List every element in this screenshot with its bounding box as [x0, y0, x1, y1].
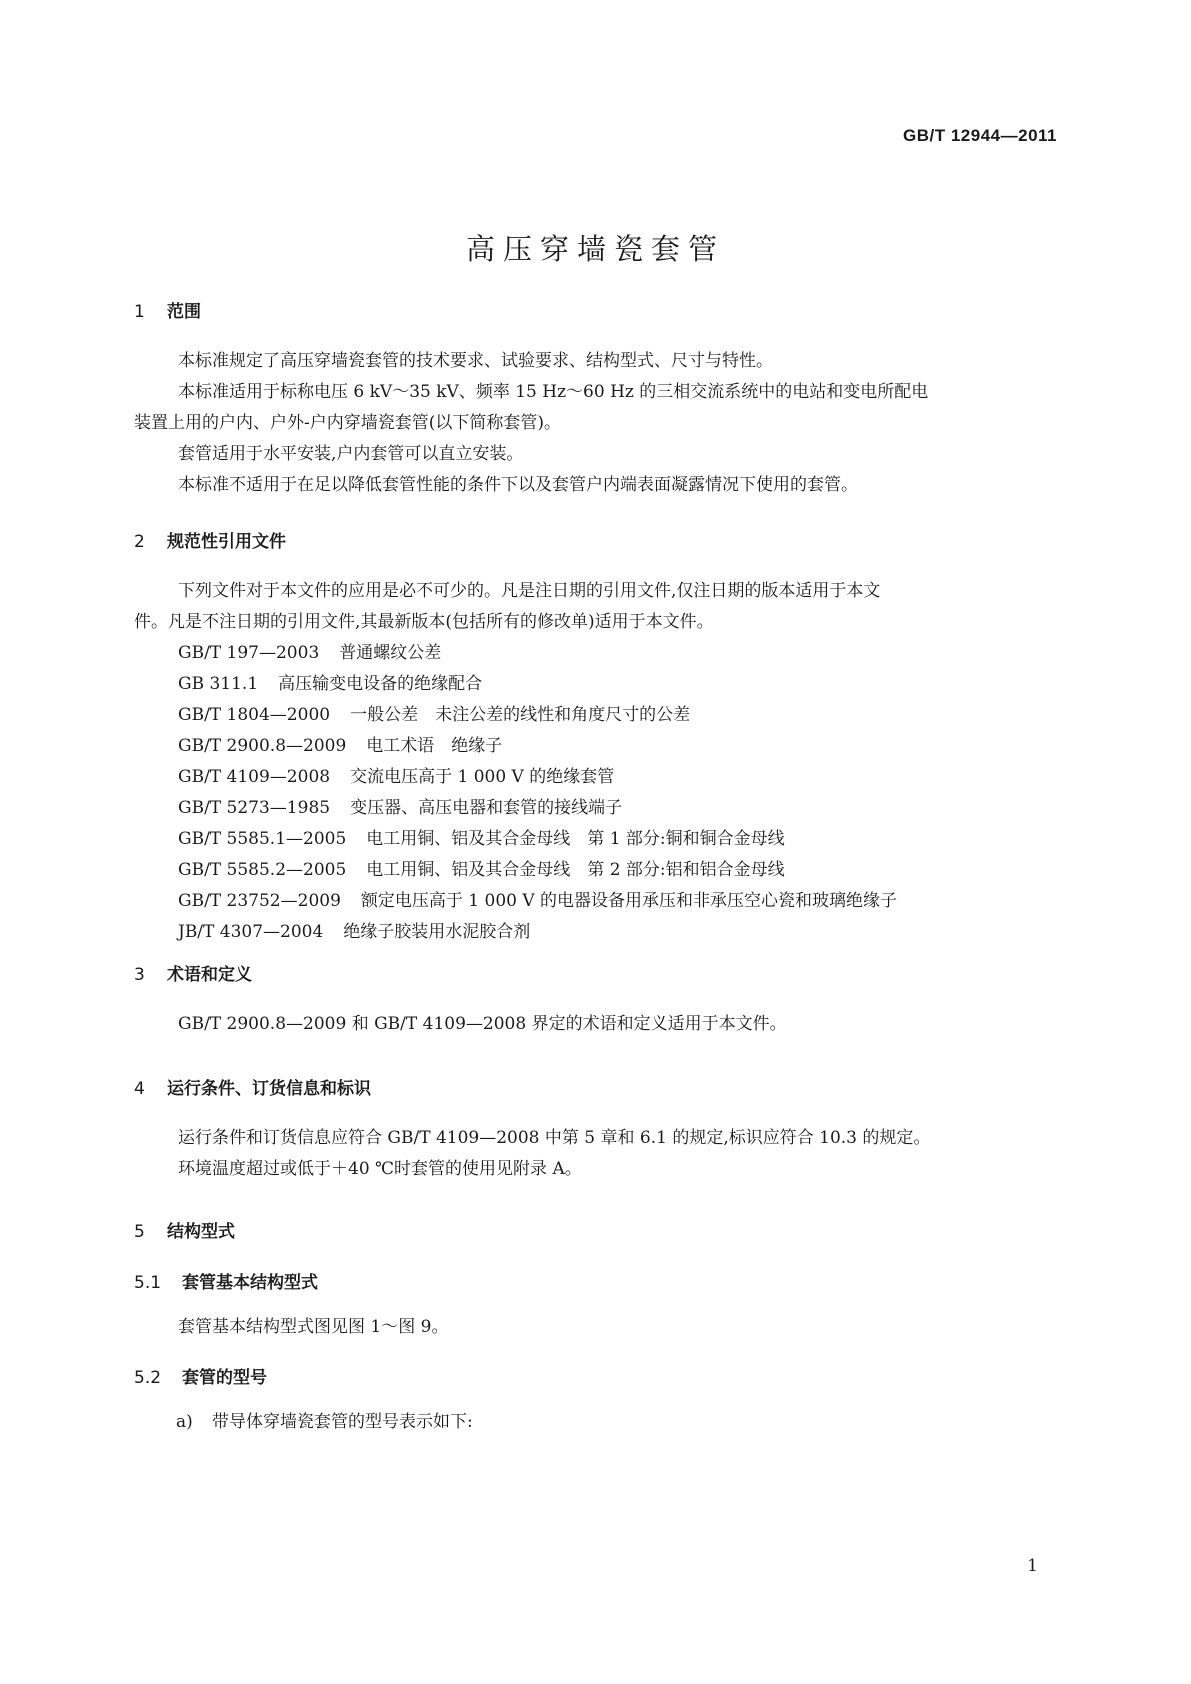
reference-code: GB/T 1804—2000	[178, 705, 331, 725]
section-4-body	[134, 1123, 1058, 1185]
section-number: 1	[134, 302, 145, 322]
reference-item	[134, 793, 1058, 824]
reference-item	[134, 762, 1058, 793]
paragraph: 本标准适用于标称电压 6 kV～35 kV、频率 15 Hz～60 Hz 的三相交流系统中的电站和变电所配电	[178, 382, 929, 402]
paragraph-continuation: 装置上用的户内、户外-户内穿墙瓷套管(以下简称套管)。	[134, 413, 562, 433]
section-number: 5.1	[134, 1273, 162, 1293]
paragraph: GB/T 2900.8—2009 和 GB/T 4109—2008 界定的术语和定义适用于本文件。	[178, 1014, 787, 1034]
reference-item	[134, 824, 1058, 855]
reference-code: GB/T 5273—1985	[178, 798, 331, 818]
section-3-body	[134, 1009, 1058, 1040]
reference-item	[134, 731, 1058, 762]
reference-title: 高压输变电设备的绝缘配合	[278, 674, 483, 694]
paragraph: 套管基本结构型式图见图 1～图 9。	[178, 1317, 449, 1337]
section-title: 规范性引用文件	[167, 532, 286, 552]
section-5-1-heading	[134, 1268, 318, 1293]
section-title: 运行条件、订货信息和标识	[167, 1079, 371, 1099]
paragraph: 下列文件对于本文件的应用是必不可少的。凡是注日期的引用文件,仅注日期的版本适用于本文	[178, 581, 881, 601]
section-number: 5.2	[134, 1368, 162, 1388]
reference-code: GB/T 4109—2008	[178, 767, 331, 787]
section-number: 2	[134, 532, 145, 552]
paragraph: 套管适用于水平安装,户内套管可以直立安装。	[178, 444, 524, 464]
paragraph: 本标准不适用于在足以降低套管性能的条件下以及套管户内端表面凝露情况下使用的套管。	[178, 475, 858, 495]
section-title: 结构型式	[167, 1222, 235, 1242]
paragraph-continuation: 件。凡是不注日期的引用文件,其最新版本(包括所有的修改单)适用于本文件。	[134, 612, 714, 632]
section-title: 范围	[167, 302, 201, 322]
reference-code: GB/T 197—2003	[178, 643, 320, 663]
section-2-heading	[134, 527, 286, 552]
list-marker: a)	[176, 1412, 193, 1432]
section-3-heading	[134, 960, 252, 985]
section-5-heading	[134, 1217, 235, 1242]
document-title: 高压穿墙瓷套管	[465, 232, 725, 266]
section-1-body	[134, 346, 1058, 501]
section-title: 术语和定义	[167, 965, 252, 985]
reference-code: GB/T 2900.8—2009	[178, 736, 347, 756]
paragraph: 环境温度超过或低于＋40 ℃时套管的使用见附录 A。	[178, 1159, 582, 1179]
reference-title: 交流电压高于 1 000 V 的绝缘套管	[350, 767, 615, 787]
reference-item	[134, 669, 1058, 700]
section-title: 套管基本结构型式	[182, 1273, 318, 1293]
section-2-body	[134, 576, 1058, 948]
reference-title: 绝缘子胶装用水泥胶合剂	[343, 922, 531, 942]
reference-code: GB/T 5585.1—2005	[178, 829, 347, 849]
section-5-1-body	[134, 1312, 1058, 1343]
reference-title: 普通螺纹公差	[339, 643, 442, 663]
reference-item	[134, 917, 1058, 948]
section-number: 4	[134, 1079, 145, 1099]
section-number: 3	[134, 965, 145, 985]
reference-item	[134, 700, 1058, 731]
reference-title: 电工用铜、铝及其合金母线 第 1 部分:铜和铜合金母线	[366, 829, 785, 849]
reference-item	[134, 886, 1058, 917]
reference-item	[134, 855, 1058, 886]
standard-code-header: GB/T 12944—2011	[903, 126, 1057, 145]
reference-code: JB/T 4307—2004	[178, 922, 324, 942]
list-item-text: 带导体穿墙瓷套管的型号表示如下:	[212, 1412, 473, 1432]
section-1-heading	[134, 297, 201, 322]
reference-title: 变压器、高压电器和套管的接线端子	[350, 798, 623, 818]
paragraph: 运行条件和订货信息应符合 GB/T 4109—2008 中第 5 章和 6.1 的规定,标识应符合 10.3 的规定。	[178, 1128, 931, 1148]
reference-title: 电工术语 绝缘子	[366, 736, 503, 756]
reference-code: GB/T 5585.2—2005	[178, 860, 347, 880]
page-number: 1	[1027, 1556, 1038, 1576]
section-number: 5	[134, 1222, 145, 1242]
reference-item	[134, 638, 1058, 669]
paragraph: 本标准规定了高压穿墙瓷套管的技术要求、试验要求、结构型式、尺寸与特性。	[178, 351, 773, 371]
reference-title: 一般公差 未注公差的线性和角度尺寸的公差	[350, 705, 691, 725]
section-4-heading	[134, 1074, 371, 1099]
section-title: 套管的型号	[182, 1368, 267, 1388]
section-5-2-heading	[134, 1363, 267, 1388]
list-item-a	[176, 1407, 473, 1432]
reference-code: GB 311.1	[178, 674, 259, 694]
reference-title: 额定电压高于 1 000 V 的电器设备用承压和非承压空心瓷和玻璃绝缘子	[360, 891, 898, 911]
reference-title: 电工用铜、铝及其合金母线 第 2 部分:铝和铝合金母线	[366, 860, 785, 880]
reference-code: GB/T 23752—2009	[178, 891, 341, 911]
